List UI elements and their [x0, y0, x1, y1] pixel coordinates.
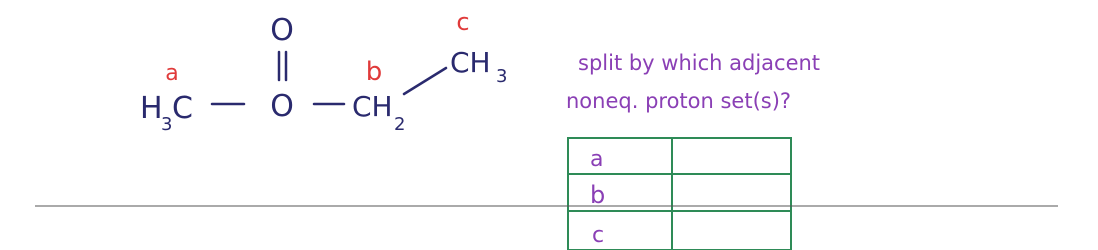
methyl-right-subscript: 3 — [496, 66, 508, 87]
bond-ch2-ch3 — [404, 68, 446, 94]
ester-oxygen: O — [270, 89, 294, 124]
table-row-label: a — [590, 147, 604, 172]
label-a: a — [165, 61, 179, 86]
label-c: c — [456, 8, 470, 36]
methyl-left-h: H — [140, 91, 163, 126]
molecule-structure — [140, 8, 507, 135]
table-row-label: c — [592, 223, 605, 248]
carbonyl-oxygen: O — [270, 13, 294, 48]
methyl-left-subscript: 3 — [161, 114, 173, 135]
methylene-ch: CH — [352, 90, 393, 123]
question-note — [566, 51, 820, 113]
label-b: b — [365, 57, 383, 87]
answer-table — [568, 138, 791, 250]
methyl-right-ch: CH — [450, 46, 491, 79]
table-row-label: b — [590, 181, 606, 209]
question-line-2: noneq. proton set(s)? — [566, 89, 792, 113]
methylene-subscript: 2 — [394, 114, 406, 135]
question-line-1: split by which adjacent — [578, 51, 821, 75]
methyl-left-c: C — [172, 91, 193, 126]
